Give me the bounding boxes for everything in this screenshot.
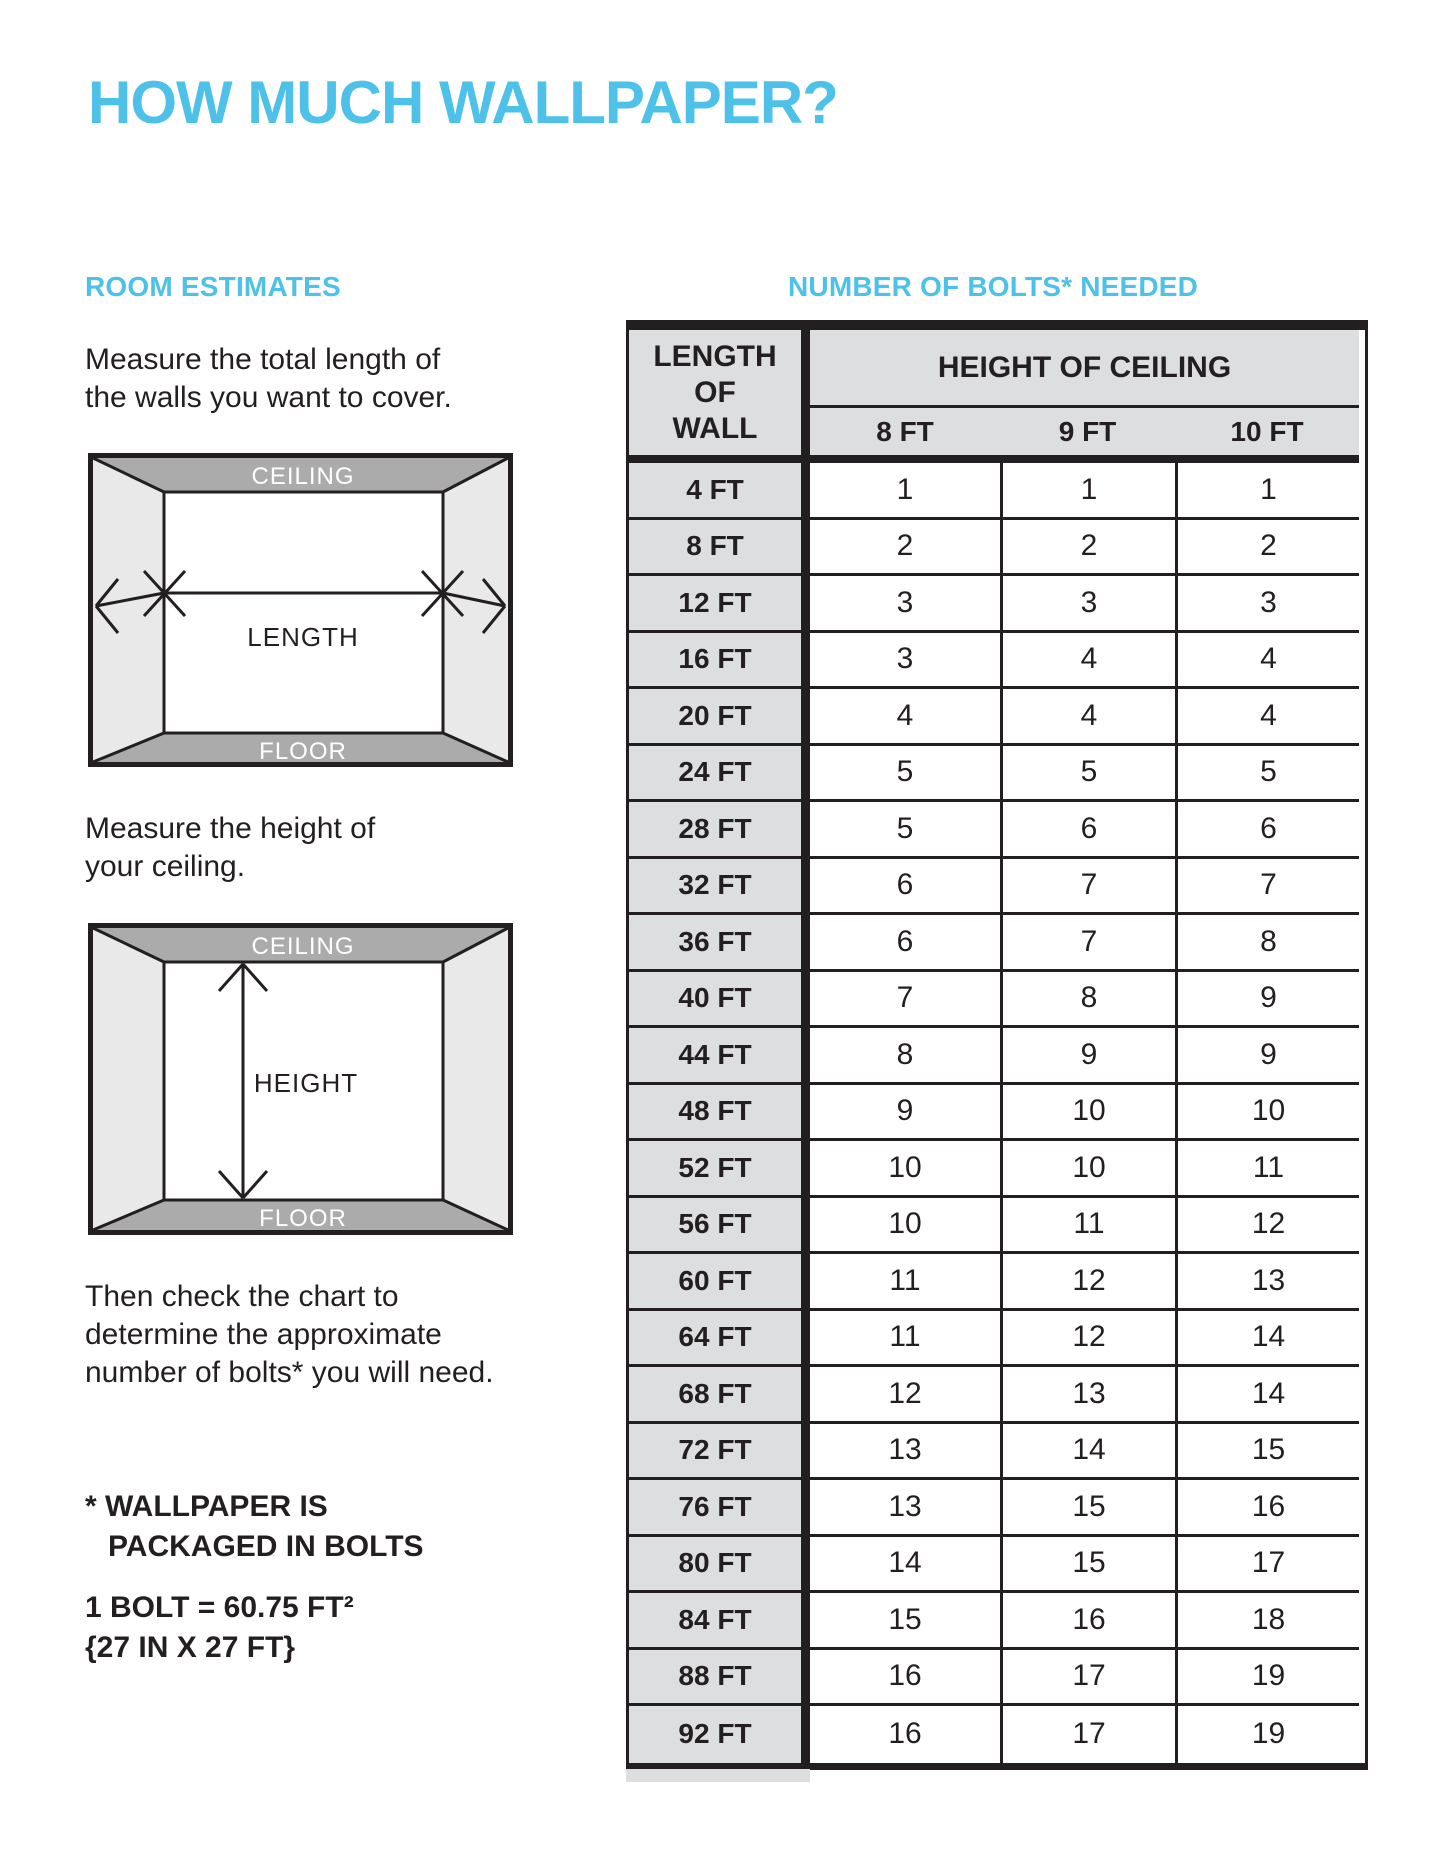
bolt-count-cell: 11 <box>1000 1198 1175 1255</box>
paragraph-line: the walls you want to cover. <box>85 381 452 414</box>
bolt-count-cell: 11 <box>1175 1141 1359 1198</box>
bolt-count-cell: 4 <box>1000 633 1175 690</box>
ceiling-label: CEILING <box>251 933 355 960</box>
wall-length-row-label: 56 FT <box>629 1198 810 1255</box>
bolt-count-cell: 9 <box>1175 1028 1359 1085</box>
length-of-wall-header: LENGTH OF WALL <box>629 330 810 463</box>
wall-length-row-label: 84 FT <box>629 1593 810 1650</box>
wall-length-row-label: 24 FT <box>629 746 810 803</box>
left-wall-surface <box>93 458 164 762</box>
bolt-count-cell: 9 <box>1175 972 1359 1029</box>
bolt-count-cell: 10 <box>810 1198 1000 1255</box>
bolt-count-cell: 7 <box>810 972 1000 1029</box>
bolt-count-cell: 14 <box>1000 1424 1175 1481</box>
wall-length-row-label: 76 FT <box>629 1480 810 1537</box>
bolt-count-cell: 2 <box>1175 520 1359 577</box>
bolt-count-cell: 4 <box>1175 689 1359 746</box>
bolt-count-cell: 17 <box>1175 1537 1359 1594</box>
bolts-needed-heading: NUMBER OF BOLTS* NEEDED <box>788 271 1199 302</box>
bolt-count-cell: 10 <box>1000 1141 1175 1198</box>
wall-length-row-label: 64 FT <box>629 1311 810 1368</box>
wall-length-row-label: 28 FT <box>629 802 810 859</box>
bolt-count-cell: 7 <box>1000 859 1175 916</box>
paragraph-line: your ceiling. <box>85 850 246 883</box>
wall-length-row-label: 44 FT <box>629 1028 810 1085</box>
bolt-count-cell: 12 <box>810 1367 1000 1424</box>
wall-length-row-label: 52 FT <box>629 1141 810 1198</box>
bolt-count-cell: 13 <box>810 1424 1000 1481</box>
wall-length-row-label: 32 FT <box>629 859 810 916</box>
bolt-count-cell: 6 <box>1175 802 1359 859</box>
column-header-10ft: 10 FT <box>1175 408 1359 463</box>
bolt-count-cell: 15 <box>1175 1424 1359 1481</box>
bolt-count-cell: 6 <box>1000 802 1175 859</box>
paragraph-line: determine the approximate <box>85 1318 442 1351</box>
bolt-count-cell: 12 <box>1000 1254 1175 1311</box>
bolt-count-cell: 4 <box>810 689 1000 746</box>
bolt-count-cell: 13 <box>810 1480 1000 1537</box>
bolt-count-cell: 12 <box>1000 1311 1175 1368</box>
bolt-count-cell: 8 <box>1000 972 1175 1029</box>
bolt-count-cell: 19 <box>1175 1650 1359 1707</box>
bolt-count-cell: 7 <box>1175 859 1359 916</box>
bolt-count-cell: 5 <box>810 802 1000 859</box>
measure-height-paragraph <box>85 810 375 886</box>
bolt-count-cell: 4 <box>1000 689 1175 746</box>
bolt-count-cell: 12 <box>1175 1198 1359 1255</box>
bolt-count-cell: 4 <box>1175 633 1359 690</box>
bolt-count-cell: 3 <box>1000 576 1175 633</box>
wall-length-row-label: 48 FT <box>629 1085 810 1142</box>
wall-length-row-label: 8 FT <box>629 520 810 577</box>
length-label: LENGTH <box>247 622 359 652</box>
bolt-count-cell: 11 <box>810 1254 1000 1311</box>
bolt-count-cell: 13 <box>1175 1254 1359 1311</box>
wall-length-row-label: 12 FT <box>629 576 810 633</box>
wall-length-row-label: 4 FT <box>629 463 810 520</box>
bolt-size-spec <box>85 1588 354 1668</box>
right-wall-surface <box>443 458 508 762</box>
room-length-diagram <box>88 453 513 767</box>
wall-length-row-label: 68 FT <box>629 1367 810 1424</box>
bolt-count-cell: 17 <box>1000 1650 1175 1707</box>
bolt-count-cell: 5 <box>1000 746 1175 803</box>
bolt-count-cell: 18 <box>1175 1593 1359 1650</box>
bolt-count-cell: 9 <box>810 1085 1000 1142</box>
bolt-count-cell: 10 <box>1175 1085 1359 1142</box>
bolt-count-cell: 10 <box>1000 1085 1175 1142</box>
bolt-count-cell: 15 <box>1000 1537 1175 1594</box>
wall-length-row-label: 92 FT <box>629 1706 810 1763</box>
bolt-count-cell: 2 <box>1000 520 1175 577</box>
bolt-count-cell: 3 <box>810 576 1000 633</box>
bolt-count-cell: 6 <box>810 859 1000 916</box>
left-wall-surface <box>93 928 164 1230</box>
floor-label: FLOOR <box>259 738 347 765</box>
spec-line: 1 BOLT = 60.75 FT² <box>85 1591 354 1624</box>
bolt-count-cell: 3 <box>1175 576 1359 633</box>
bolt-count-cell: 14 <box>1175 1311 1359 1368</box>
bolt-count-cell: 14 <box>810 1537 1000 1594</box>
bolt-count-cell: 16 <box>810 1650 1000 1707</box>
measure-length-paragraph <box>85 341 452 417</box>
bolt-count-cell: 5 <box>1175 746 1359 803</box>
bolt-count-cell: 2 <box>810 520 1000 577</box>
bolts-table <box>626 320 1368 1770</box>
bolt-count-cell: 11 <box>810 1311 1000 1368</box>
table-gray-tail <box>626 1769 810 1782</box>
wall-length-row-label: 36 FT <box>629 915 810 972</box>
wall-length-row-label: 72 FT <box>629 1424 810 1481</box>
bolt-count-cell: 5 <box>810 746 1000 803</box>
bolt-count-cell: 16 <box>1000 1593 1175 1650</box>
paragraph-line: Then check the chart to <box>85 1280 399 1313</box>
page-title: HOW MUCH WALLPAPER? <box>88 69 838 136</box>
wall-length-row-label: 88 FT <box>629 1650 810 1707</box>
right-wall-surface <box>443 928 508 1230</box>
bolt-count-cell: 17 <box>1000 1706 1175 1763</box>
bolt-count-cell: 10 <box>810 1141 1000 1198</box>
bolt-count-cell: 1 <box>1000 463 1175 520</box>
column-header-9ft: 9 FT <box>1000 408 1175 463</box>
wall-length-row-label: 40 FT <box>629 972 810 1029</box>
bolt-count-cell: 14 <box>1175 1367 1359 1424</box>
bolts-footnote <box>85 1487 424 1567</box>
bolt-count-cell: 1 <box>810 463 1000 520</box>
footnote-line: PACKAGED IN BOLTS <box>108 1530 424 1563</box>
room-height-diagram <box>88 923 513 1235</box>
height-label: HEIGHT <box>253 1068 359 1098</box>
bolt-count-cell: 16 <box>810 1706 1000 1763</box>
wall-length-row-label: 60 FT <box>629 1254 810 1311</box>
paragraph-line: Measure the height of <box>85 812 376 845</box>
bolt-count-cell: 8 <box>1175 915 1359 972</box>
wall-length-row-label: 80 FT <box>629 1537 810 1594</box>
wall-length-row-label: 16 FT <box>629 633 810 690</box>
bolt-count-cell: 1 <box>1175 463 1359 520</box>
floor-label: FLOOR <box>259 1205 347 1232</box>
bolt-count-cell: 15 <box>1000 1480 1175 1537</box>
check-chart-paragraph <box>85 1278 494 1392</box>
bolt-count-cell: 19 <box>1175 1706 1359 1763</box>
room-estimates-heading: ROOM ESTIMATES <box>85 271 341 302</box>
spec-line: {27 IN X 27 FT} <box>85 1631 296 1664</box>
bolt-count-cell: 6 <box>810 915 1000 972</box>
paragraph-line: number of bolts* you will need. <box>85 1356 494 1389</box>
height-of-ceiling-header: HEIGHT OF CEILING <box>810 330 1359 408</box>
bolt-count-cell: 13 <box>1000 1367 1175 1424</box>
bolt-count-cell: 3 <box>810 633 1000 690</box>
bolt-count-cell: 7 <box>1000 915 1175 972</box>
bolt-count-cell: 9 <box>1000 1028 1175 1085</box>
paragraph-line: Measure the total length of <box>85 343 441 376</box>
bolt-count-cell: 16 <box>1175 1480 1359 1537</box>
bolt-count-cell: 15 <box>810 1593 1000 1650</box>
footnote-line: * WALLPAPER IS <box>85 1490 328 1523</box>
wall-length-row-label: 20 FT <box>629 689 810 746</box>
bolt-count-cell: 8 <box>810 1028 1000 1085</box>
ceiling-label: CEILING <box>251 463 355 490</box>
column-header-8ft: 8 FT <box>810 408 1000 463</box>
